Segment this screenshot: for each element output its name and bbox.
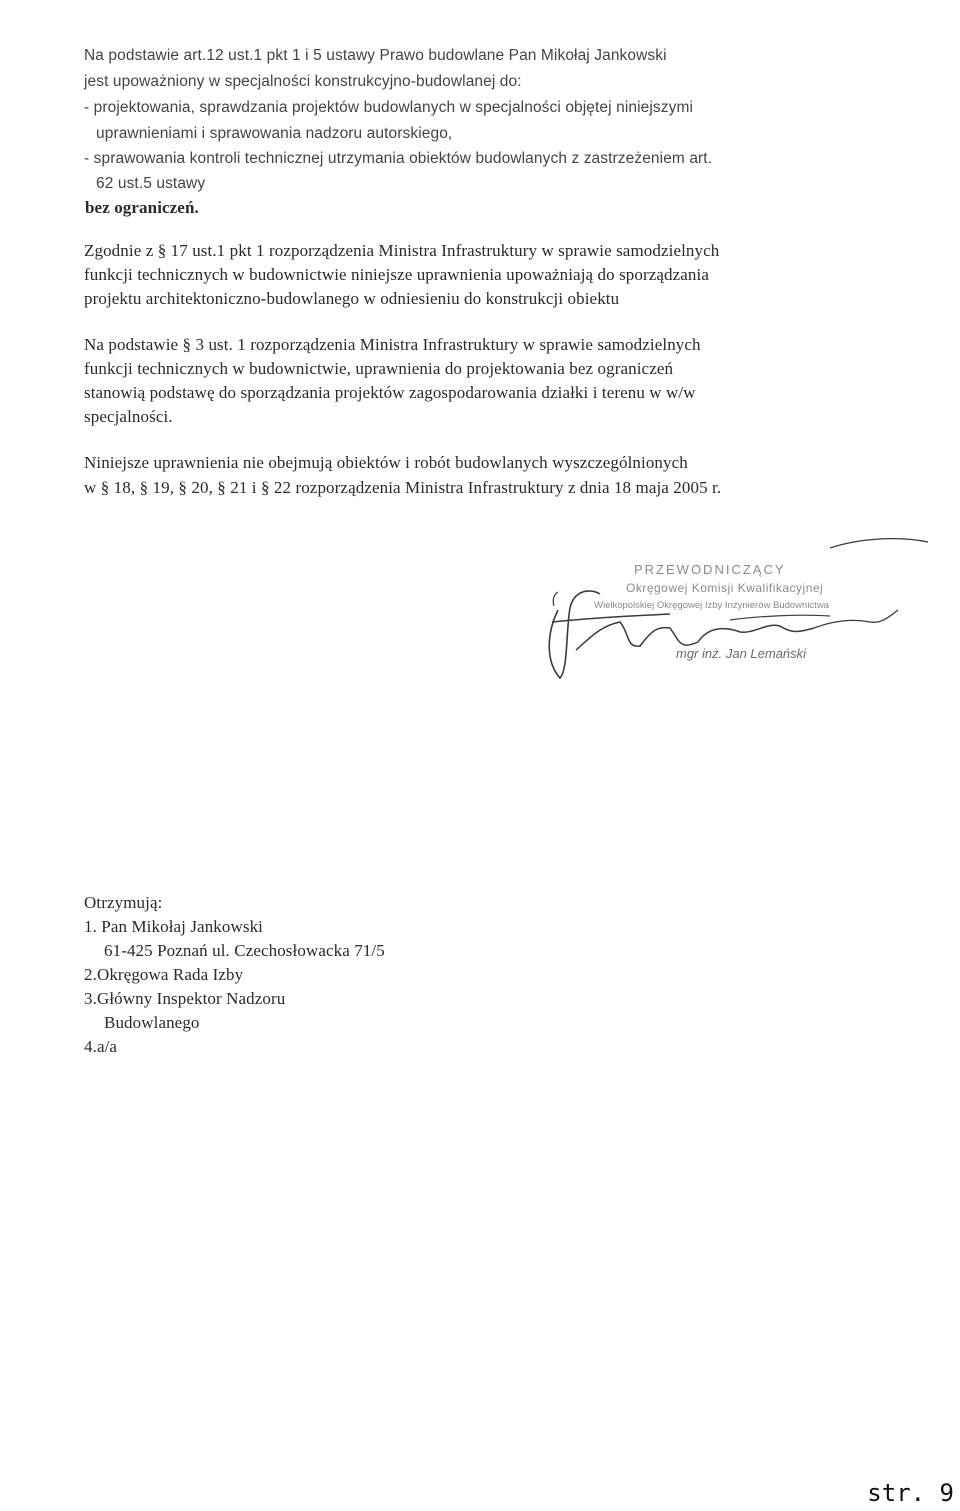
no-limits-label: bez ograniczeń. — [85, 198, 199, 217]
paragraph2-line3: projektu architektoniczno-budowlanego w odniesieniu do konstrukcji obiektu — [84, 289, 620, 308]
recipient-line: 2.Okręgowa Rada Izby — [84, 965, 244, 984]
recipient-line: Budowlanego — [104, 1013, 200, 1032]
paragraph4-line2: w § 18, § 19, § 20, § 21 i § 22 rozporządzenia Ministra Infrastruktury z dnia 18 maja 2005 r. — [84, 478, 722, 497]
paragraph1-line5: - sprawowania kontroli technicznej utrzymania obiektów budowlanych z zastrzeżeniem art. — [84, 150, 713, 167]
paragraph2-line1: Zgodnie z § 17 ust.1 pkt 1 rozporządzenia Ministra Infrastruktury w sprawie samodzielnych — [84, 241, 720, 260]
paragraph1-line6: 62 ust.5 ustawy — [96, 175, 206, 192]
recipient-line: 1. Pan Mikołaj Jankowski — [84, 917, 264, 936]
stamp-line2: Wielkopolskiej Okręgowej Izby Inżynierów Budownictwa — [594, 600, 829, 611]
signature-icon — [530, 530, 930, 690]
stamp-title: PRZEWODNICZĄCY — [634, 562, 786, 577]
paragraph1-line4: uprawnieniami i sprawowania nadzoru autorskiego, — [96, 125, 453, 142]
page-number: str. 9 — [867, 1479, 954, 1507]
paragraph3-line4: specjalności. — [84, 407, 173, 426]
paragraph3-line3: stanowią podstawę do sporządzania projektów zagospodarowania działki i terenu w w/w — [84, 383, 696, 402]
paragraph1-line1: Na podstawie art.12 ust.1 pkt 1 i 5 ustawy Prawo budowlane Pan Mikołaj Jankowski — [84, 47, 667, 64]
paragraph3-line2: funkcji technicznych w budownictwie, uprawnienia do projektowania bez ograniczeń — [84, 359, 674, 378]
recipient-line: 3.Główny Inspektor Nadzoru — [84, 989, 286, 1008]
paragraph1-line2: jest upoważniony w specjalności konstrukcyjno-budowlanej do: — [84, 73, 522, 90]
recipients-heading: Otrzymują: — [84, 893, 163, 912]
paragraph1-line3: - projektowania, sprawdzania projektów budowlanych w specjalności objętej niniejszymi — [84, 99, 693, 116]
stamp-line1: Okręgowej Komisji Kwalifikacyjnej — [626, 581, 824, 595]
paragraph3-line1: Na podstawie § 3 ust. 1 rozporządzenia Ministra Infrastruktury w sprawie samodzielnych — [84, 335, 701, 354]
recipient-line: 61-425 Poznań ul. Czechosłowacka 71/5 — [104, 941, 385, 960]
paragraph2-line2: funkcji technicznych w budownictwie niniejsze uprawnienia upoważniają do sporządzania — [84, 265, 709, 284]
paragraph4-line1: Niniejsze uprawnienia nie obejmują obiektów i robót budowlanych wyszczególnionych — [84, 453, 688, 472]
recipient-line: 4.a/a — [84, 1037, 118, 1056]
stamp-name: mgr inż. Jan Lemański — [676, 646, 807, 661]
